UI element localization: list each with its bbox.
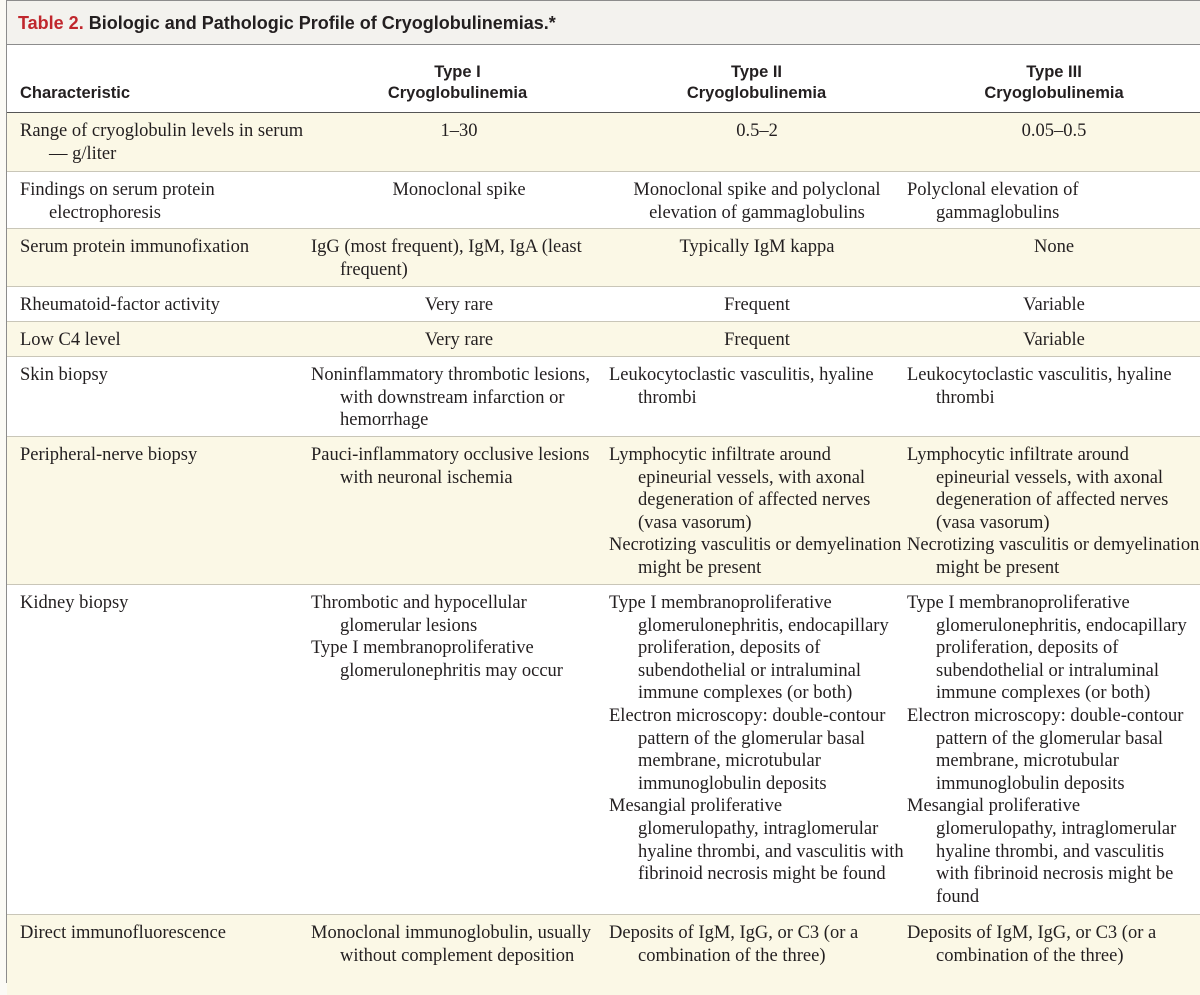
cell-type-2	[609, 120, 905, 143]
table-label: Table 2.	[18, 13, 84, 33]
cell-text: Noninflammatory thrombotic lesions, with downstream infarction or hemorrhage	[311, 365, 590, 431]
column-header-type-3: Type III Cryoglobulinemia	[984, 63, 1124, 102]
table-row	[7, 357, 1200, 437]
row-characteristic: Low C4 level	[20, 330, 121, 350]
cell-text: Variable	[1023, 295, 1085, 315]
cell-type-2	[609, 444, 905, 580]
cell-type-2	[609, 364, 905, 409]
cell-text: Monoclonal spike and polyclonal elevation of gammaglobulins	[633, 180, 881, 223]
cell-text: Monoclonal immunoglobulin, usually without complement deposition	[311, 923, 592, 966]
cell-type-3	[907, 179, 1200, 224]
table-row	[7, 229, 1200, 287]
cell-text: Thrombotic and hypocellular glomerular lesions	[311, 593, 527, 636]
cell-text: Mesangial proliferative glomerulopathy, intraglomerular hyaline thrombi, and vasculitis with fibrinoid necrosis might be found	[907, 796, 1177, 907]
cell-text: 1–30	[440, 121, 478, 141]
cell-text: Leukocytoclastic vasculitis, hyaline thrombi	[907, 365, 1172, 408]
column-header-type-1: Type I Cryoglobulinemia	[387, 63, 528, 102]
cell-type-3	[907, 364, 1200, 409]
cell-type-1	[311, 922, 607, 967]
cell-type-3	[907, 294, 1200, 317]
table-row	[7, 585, 1200, 915]
cell-text: None	[1033, 237, 1075, 257]
table-row	[7, 915, 1200, 995]
cell-type-2	[609, 592, 905, 886]
cell-type-1	[311, 364, 607, 432]
cell-text: Mesangial proliferative glomerulopathy, intraglomerular hyaline thrombi, and vasculitis with fibrinoid necrosis might be found	[609, 796, 904, 885]
cell-text: Electron microscopy: double-contour pattern of the glomerular basal membrane, microtubular immunoglobulin deposits	[907, 705, 1184, 794]
cell-text: Type I membranoproliferative glomerulonephritis may occur	[311, 638, 563, 681]
table-row	[7, 113, 1200, 172]
cell-type-3	[907, 922, 1200, 967]
cell-type-3	[907, 592, 1200, 908]
column-header-type-2: Type II Cryoglobulinemia	[686, 63, 827, 102]
row-characteristic: Findings on serum protein electrophoresis	[20, 180, 215, 223]
table-title-bar	[7, 1, 1200, 45]
cell-text: 0.5–2	[736, 121, 778, 141]
table-header-row	[7, 55, 1200, 113]
cell-type-3	[907, 444, 1200, 580]
cell-text: Frequent	[724, 330, 790, 350]
cell-text: Lymphocytic infiltrate around epineurial vessels, with axonal degeneration of affected nerves (vasa vasorum)	[609, 445, 871, 533]
cell-type-2	[609, 329, 905, 352]
cell-type-1	[311, 236, 607, 281]
column-header-characteristic: Characteristic	[20, 84, 131, 102]
cell-type-3	[907, 329, 1200, 352]
table-container	[6, 0, 1200, 983]
cell-text: Deposits of IgM, IgG, or C3 (or a combination of the three)	[907, 923, 1157, 966]
cell-type-1	[311, 294, 607, 317]
cell-text: Typically IgM kappa	[679, 237, 835, 257]
cell-text: Monoclonal spike	[392, 180, 526, 200]
cell-type-2	[609, 236, 905, 259]
table-row	[7, 287, 1200, 322]
cell-text: Pauci-inflammatory occlusive lesions with neuronal ischemia	[311, 445, 590, 488]
table-row	[7, 322, 1200, 357]
cell-text: Lymphocytic infiltrate around epineurial vessels, with axonal degeneration of affected nerves (vasa vasorum)	[907, 445, 1169, 533]
cell-text: Polyclonal elevation of gammaglobulins	[907, 180, 1079, 223]
cell-type-1	[311, 179, 607, 202]
cell-type-1	[311, 329, 607, 352]
row-characteristic: Serum protein immunofixation	[20, 237, 250, 257]
cell-text: Frequent	[724, 295, 790, 315]
cell-type-1	[311, 444, 607, 489]
cell-text: 0.05–0.5	[1021, 121, 1087, 141]
cell-type-1	[311, 592, 607, 682]
cell-text: Very rare	[424, 295, 494, 315]
row-characteristic: Range of cryoglobulin levels in serum — g/liter	[20, 121, 304, 164]
row-characteristic: Rheumatoid-factor activity	[20, 295, 220, 315]
cell-text: Leukocytoclastic vasculitis, hyaline thrombi	[609, 365, 874, 408]
table-row	[7, 437, 1200, 585]
row-characteristic: Peripheral-nerve biopsy	[20, 445, 198, 465]
cell-type-2	[609, 922, 905, 967]
cell-text: Very rare	[424, 330, 494, 350]
row-characteristic: Skin biopsy	[20, 365, 108, 385]
row-characteristic: Direct immunofluorescence	[20, 923, 226, 943]
cell-type-2	[609, 294, 905, 317]
cell-type-3	[907, 120, 1200, 143]
cell-text: Electron microscopy: double-contour pattern of the glomerular basal membrane, microtubular immunoglobulin deposits	[609, 705, 886, 794]
row-characteristic: Kidney biopsy	[20, 593, 129, 613]
table-row	[7, 172, 1200, 229]
cell-text: Necrotizing vasculitis or demyelination might be present	[609, 535, 902, 578]
cell-text: Variable	[1023, 330, 1085, 350]
cell-text: Type I membranoproliferative glomerulonephritis, endocapillary proliferation, deposits of subendothelial or intraluminal immune complexes (or both)	[907, 593, 1187, 704]
cell-text: Type I membranoproliferative glomerulonephritis, endocapillary proliferation, deposits of subendothelial or intraluminal immune complexes (or both)	[609, 593, 889, 704]
table-title: Biologic and Pathologic Profile of Cryoglobulinemias.*	[88, 13, 556, 33]
cell-text: IgG (most frequent), IgM, IgA (least frequent)	[311, 237, 582, 280]
cell-text: Deposits of IgM, IgG, or C3 (or a combination of the three)	[609, 923, 859, 966]
cell-type-3	[907, 236, 1200, 259]
cell-text: Necrotizing vasculitis or demyelination might be present	[907, 535, 1200, 578]
cell-type-2	[609, 179, 905, 224]
cell-type-1	[311, 120, 607, 143]
